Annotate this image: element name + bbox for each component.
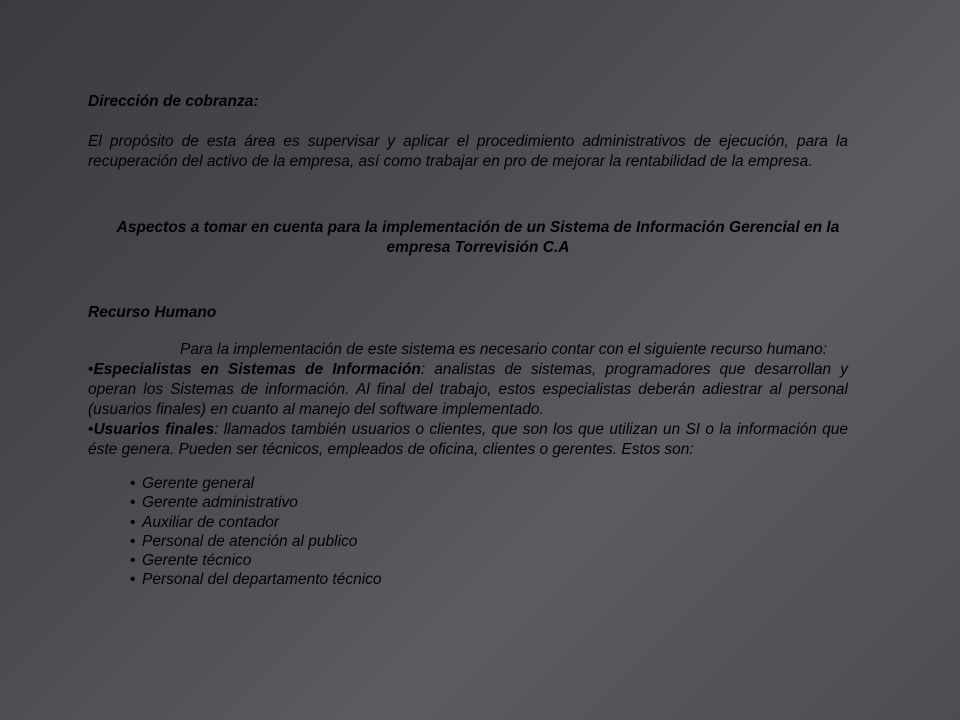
roles-list [130,474,382,590]
role-label: Auxiliar de contador [142,513,279,531]
items-list [88,360,848,460]
role-label: Personal del departamento técnico [142,571,382,589]
role-item [130,551,382,570]
role-item [130,493,382,512]
item-label: Usuarios finales [93,421,215,438]
role-bullet: • [130,532,136,550]
role-label: Gerente administrativo [142,494,298,512]
item-text: : llamados también usuarios o clientes, que son los que utilizan un SI o la información que éste genera. Pueden ser técnicos, empleados de oficina, clientes o gerentes. Estos son: [88,421,848,458]
role-bullet: • [130,494,136,512]
role-bullet: • [130,552,136,570]
role-label: Gerente general [142,475,255,492]
role-bullet: • [130,571,136,589]
section-title-recurso-humano: Recurso Humano [88,304,217,321]
list-item [88,360,848,420]
role-item [130,570,382,589]
heading-direccion-cobranza: Dirección de cobranza: [88,93,259,110]
role-label: Gerente técnico [142,552,252,570]
bullet: • [88,421,94,438]
center-title: Aspectos a tomar en cuenta para la implementación de un Sistema de Información Gerencial en la empresa Torrevisión C.A [116,219,840,256]
role-item [130,474,382,493]
list-item [88,420,848,460]
item-text: : analistas de sistemas, programadores que desarrollan y operan los Sistemas de información. Al final del trabajo, estos especialistas deberán adiestrar al personal (usuarios finales) en cuanto al manejo del software implementado. [88,361,848,418]
paragraph-cobranza: El propósito de esta área es supervisar y aplicar el procedimiento administrativos de ejecución, para la recuperación del activo de la empresa, así como trabajar en pro de mejorar la rentabilidad de la empresa. [88,133,848,170]
role-bullet: • [130,513,136,531]
role-bullet: • [130,475,136,492]
role-label: Personal de atención al publico [142,532,358,550]
intro-text: Para la implementación de este sistema es necesario contar con el siguiente recurso humano: [180,341,828,358]
bullet: • [88,361,94,378]
role-item [130,532,382,551]
role-item [130,513,382,532]
item-label: Especialistas en Sistemas de Información [93,361,421,378]
